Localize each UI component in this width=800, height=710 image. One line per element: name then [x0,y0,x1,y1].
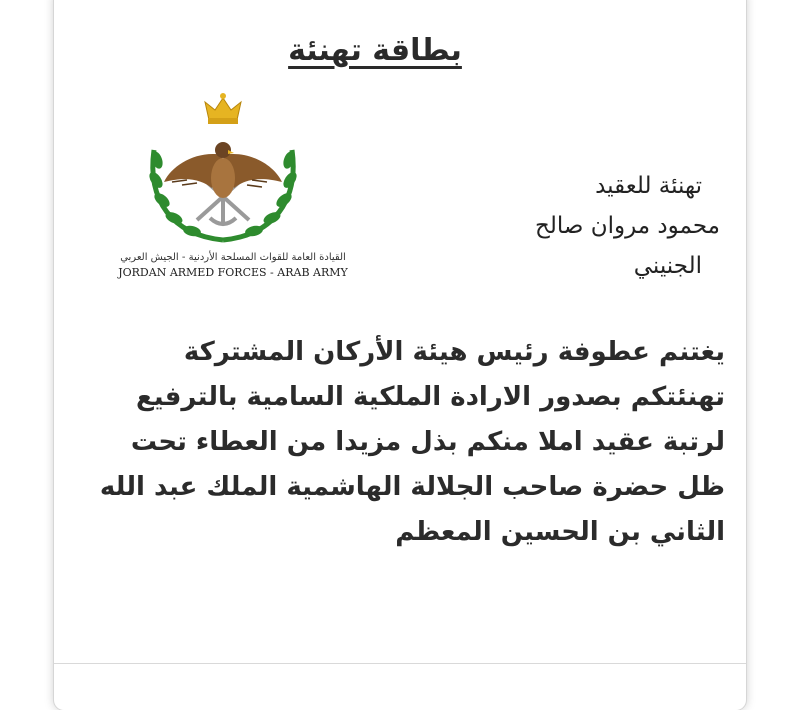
jaf-emblem-logo [102,90,364,285]
recipient-line-3: الجنيني [633,253,702,279]
message-line: الثاني بن الحسين المعظم [395,517,725,547]
recipient-line-1: تهنئة للعقيد [595,173,702,199]
congratulation-message [100,330,725,555]
logo-english-caption: JORDAN ARMED FORCES - ARAB ARMY [118,266,348,279]
message-line: يغتنم عطوفة رئيس هيئة الأركان المشتركة [183,337,725,367]
message-line: ظل حضرة صاحب الجلالة الهاشمية الملك عبد الله [99,472,725,502]
message-line: لرتبة عقيد املا منكم بذل مزيدا من العطاء تحت [130,427,725,457]
crown-icon [205,93,241,124]
bottom-divider [54,663,746,664]
eagle-icon [164,142,282,198]
recipient-line-2: محمود مروان صالح [535,213,720,239]
message-line: تهنئتكم بصدور الارادة الملكية السامية بالترفيع [136,382,725,412]
recipient-block [460,166,720,286]
card-title: بطاقة تهنئة [288,33,462,68]
logo-arabic-caption: القيادة العامة للقوات المسلحة الأردنية - الجيش العربي [120,252,346,263]
